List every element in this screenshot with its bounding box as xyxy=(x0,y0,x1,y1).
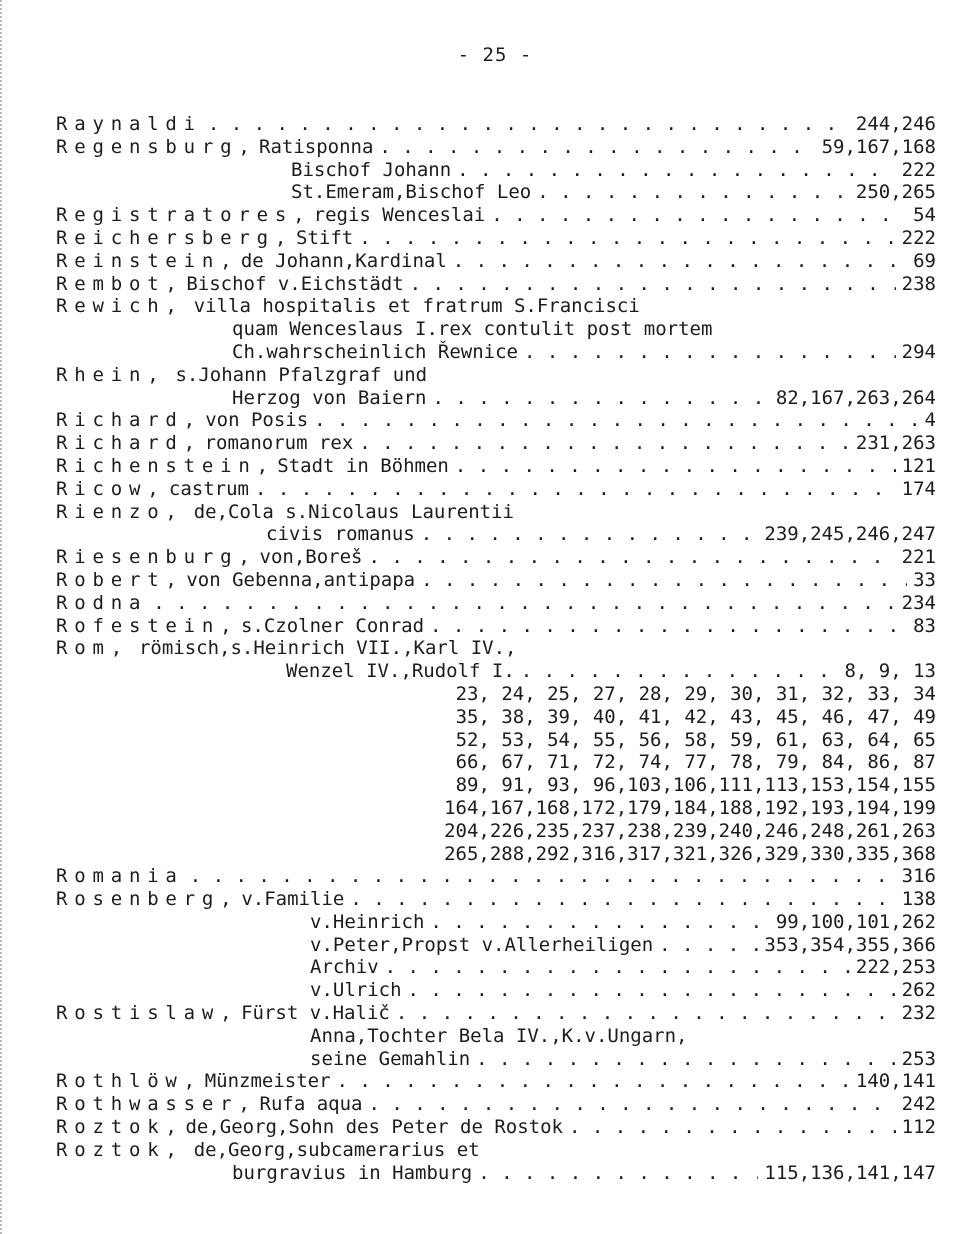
entry-text: Stadt in Böhmen xyxy=(277,454,449,477)
dot-leader xyxy=(350,888,895,911)
dot-leader xyxy=(421,523,759,546)
page-refs: 265,288,292,316,317,321,326,329,330,335,368 xyxy=(444,842,936,865)
dot-leader xyxy=(314,409,918,432)
page-refs: 222 xyxy=(901,158,936,181)
entry-head: Rostislaw, xyxy=(56,1002,239,1025)
page-refs: 221 xyxy=(901,546,936,569)
entry-head: Rothlöw, xyxy=(56,1070,202,1093)
entry-text: de,Georg,subcamerarius et xyxy=(193,1138,480,1161)
page-refs: 83 xyxy=(913,614,936,637)
page-refs: 250,265 xyxy=(855,181,936,204)
entry-line xyxy=(56,774,936,797)
page-refs: 54 xyxy=(913,204,936,227)
dot-leader xyxy=(476,1048,896,1071)
entry-line xyxy=(56,409,936,432)
page-refs: 242 xyxy=(901,1093,936,1116)
entry-text: v.Peter,Propst v.Allerheiligen xyxy=(310,933,654,956)
entry-line xyxy=(56,295,936,318)
entry-text: Rufa aqua xyxy=(259,1093,363,1116)
entry-text: Ch.wahrscheinlich Řewnice xyxy=(232,340,518,363)
page-refs: 59,167,168 xyxy=(821,135,936,158)
entry-line xyxy=(56,227,936,250)
entry-line xyxy=(56,1139,936,1162)
page-refs: 112 xyxy=(901,1116,936,1139)
entry-head: Rodna xyxy=(56,591,148,614)
entry-line xyxy=(56,1093,936,1116)
entry-head: Richard, xyxy=(56,409,202,432)
page-refs: 238 xyxy=(901,272,936,295)
entry-text: burgravius in Hamburg xyxy=(232,1161,473,1184)
entry-head: Rewich, xyxy=(56,295,184,318)
page-refs: 4 xyxy=(924,409,936,432)
entry-text: Anna,Tochter Bela IV.,K.v.Ungarn, xyxy=(310,1024,688,1047)
dot-leader xyxy=(453,250,907,273)
page-refs: 82,167,263,264 xyxy=(775,386,936,409)
dot-leader xyxy=(408,979,896,1002)
entry-head: Richard, xyxy=(56,432,202,455)
entry-text: v.Heinrich xyxy=(310,910,425,933)
entry-line xyxy=(56,387,936,410)
entry-line xyxy=(56,204,936,227)
entry-line xyxy=(56,478,936,501)
dot-leader xyxy=(255,478,896,501)
entry-text: Wenzel IV.,Rudolf I. xyxy=(286,660,515,683)
entry-line xyxy=(56,706,936,729)
dot-leader xyxy=(457,159,896,182)
page-refs: 35, 38, 39, 40, 41, 42, 43, 45, 46, 47, 49 xyxy=(455,705,936,728)
entry-line xyxy=(56,523,936,546)
entry-line xyxy=(56,250,936,273)
entry-text: von,Boreš xyxy=(259,546,363,569)
page-refs: 164,167,168,172,179,184,188,192,193,194,199 xyxy=(444,796,936,819)
page-refs: 174 xyxy=(901,477,936,500)
entry-text: regis Wenceslai xyxy=(313,204,486,227)
entry-line xyxy=(56,546,936,569)
page-refs: 353,354,355,366 xyxy=(764,933,936,956)
entry-line xyxy=(56,455,936,478)
dot-leader xyxy=(208,113,850,136)
entry-line xyxy=(56,273,936,296)
dot-leader xyxy=(359,432,850,455)
page-refs: 33 xyxy=(913,568,936,591)
page-refs: 294 xyxy=(901,340,936,363)
entry-head: Reinstein, xyxy=(56,249,239,272)
entry-text: Fürst v.Halič xyxy=(241,1002,390,1025)
page-refs: 232 xyxy=(901,1002,936,1025)
entry-head: Romania xyxy=(56,865,184,888)
entry-line xyxy=(56,729,936,752)
entry-line xyxy=(56,1002,936,1025)
entry-line xyxy=(56,501,936,524)
entry-line xyxy=(56,1025,936,1048)
page-refs: 140,141 xyxy=(855,1070,936,1093)
entry-line xyxy=(56,843,936,866)
entry-line xyxy=(56,660,936,683)
dot-leader xyxy=(521,660,839,683)
entry-text: Ratisponna xyxy=(259,135,374,158)
page-refs: 115,136,141,147 xyxy=(764,1161,936,1184)
entry-head: Regensburg, xyxy=(56,135,257,158)
entry-line xyxy=(56,615,936,638)
page-refs: 8, 9, 13 xyxy=(844,660,936,683)
entry-head: Reichersberg, xyxy=(56,226,294,249)
entry-line xyxy=(56,318,936,341)
page-refs: 234 xyxy=(901,591,936,614)
entry-head: Richenstein, xyxy=(56,454,275,477)
entry-text: de Johann,Kardinal xyxy=(240,249,447,272)
entry-line xyxy=(56,1048,936,1071)
entry-line xyxy=(56,136,936,159)
entry-head: Raynaldi xyxy=(56,113,202,135)
dot-leader xyxy=(190,865,896,888)
dot-leader xyxy=(379,136,815,159)
entry-text: s.Czolner Conrad xyxy=(240,614,425,637)
entry-head: Registratores, xyxy=(56,204,312,227)
entry-text: de,Georg,Sohn des Peter de Rostok xyxy=(185,1116,563,1139)
entry-text: v.Familie xyxy=(241,888,345,911)
dot-leader xyxy=(368,546,895,569)
entry-head: Rofestein, xyxy=(56,614,239,637)
entry-line xyxy=(56,797,936,820)
page-refs: 69 xyxy=(913,249,936,272)
entry-text: Bischof v.Eichstädt xyxy=(186,272,404,295)
dot-leader xyxy=(537,181,850,204)
dot-leader xyxy=(569,1116,896,1139)
entry-line xyxy=(56,865,936,888)
entry-text: quam Wenceslaus I.rex contulit post mortem xyxy=(232,318,713,341)
entry-line xyxy=(56,956,936,979)
dot-leader xyxy=(432,387,769,410)
entry-line xyxy=(56,1162,936,1185)
page-number: - 25 - xyxy=(457,44,533,66)
entry-head: Rom, xyxy=(56,637,129,660)
page-refs: 222 xyxy=(901,226,936,249)
page-refs: 222,253 xyxy=(855,956,936,979)
dot-leader xyxy=(421,569,907,592)
entry-line xyxy=(56,683,936,706)
entry-head: Robert, xyxy=(56,568,184,591)
entry-text: s.Johann Pfalzgraf und xyxy=(175,363,428,386)
entry-text: Stift xyxy=(296,226,354,249)
entry-line xyxy=(56,911,936,934)
dot-leader xyxy=(430,615,907,638)
page-refs: 66, 67, 71, 72, 74, 77, 78, 79, 84, 86, 87 xyxy=(455,751,936,774)
page-refs: 89, 91, 93, 96,103,106,111,113,153,154,155 xyxy=(455,774,936,797)
entry-head: Rembot, xyxy=(56,272,184,295)
page-refs: 99,100,101,262 xyxy=(775,910,936,933)
dot-leader xyxy=(478,1162,758,1185)
entry-text: castrum xyxy=(168,477,249,500)
entry-line xyxy=(56,341,936,364)
entry-head: Riesenburg, xyxy=(56,546,257,569)
dot-leader xyxy=(491,204,907,227)
entry-text: de,Cola s.Nicolaus Laurentii xyxy=(193,500,514,523)
entry-line xyxy=(56,1070,936,1093)
page-refs: 231,263 xyxy=(855,432,936,455)
entry-line xyxy=(56,888,936,911)
page-refs: 253 xyxy=(901,1047,936,1070)
entry-head: Ricow, xyxy=(56,477,166,500)
page-edge xyxy=(0,0,5,1234)
dot-leader xyxy=(368,1093,895,1116)
entry-text: v.Ulrich xyxy=(310,979,402,1002)
entry-head: Rothwasser, xyxy=(56,1093,257,1116)
entry-line xyxy=(56,159,936,182)
entry-text: von Gebenna,antipapa xyxy=(186,568,416,591)
entry-line xyxy=(56,820,936,843)
entry-line xyxy=(56,637,936,660)
entry-text: Archiv xyxy=(310,956,379,979)
dot-leader xyxy=(337,1070,850,1093)
entry-head: Roztok, xyxy=(56,1116,184,1139)
dot-leader xyxy=(455,455,896,478)
entry-line xyxy=(56,432,936,455)
entry-text: St.Emeram,Bischof Leo xyxy=(291,181,532,204)
dot-leader xyxy=(385,956,850,979)
entry-text: Bischof Johann xyxy=(291,158,452,181)
dot-leader xyxy=(410,273,896,296)
entry-text: civis romanus xyxy=(266,523,415,546)
entry-head: Roztok, xyxy=(56,1138,184,1161)
page-refs: 52, 53, 54, 55, 56, 58, 59, 61, 63, 64, 65 xyxy=(455,728,936,751)
entry-line xyxy=(56,979,936,1002)
entry-text: romanorum rex xyxy=(204,432,354,455)
entry-line xyxy=(56,751,936,774)
page-refs: 121 xyxy=(901,454,936,477)
entry-head: Rienzo, xyxy=(56,500,184,523)
dot-leader xyxy=(659,934,758,957)
page-refs: 239,245,246,247 xyxy=(764,523,936,546)
entry-text: Herzog von Baiern xyxy=(232,386,427,409)
dot-leader xyxy=(524,341,896,364)
entry-head: Rosenberg, xyxy=(56,888,239,911)
entry-text: villa hospitalis et fratrum S.Francisci xyxy=(193,295,640,318)
dot-leader xyxy=(430,911,769,934)
dot-leader xyxy=(153,592,895,615)
page-refs: 244,246 xyxy=(855,113,936,135)
entry-head: Rhein, xyxy=(56,363,166,386)
page-refs: 316 xyxy=(901,865,936,888)
entry-text: von Posis xyxy=(205,409,309,432)
register-entries xyxy=(56,113,936,1184)
page-refs: 23, 24, 25, 27, 28, 29, 30, 31, 32, 33, 34 xyxy=(455,682,936,705)
dot-leader xyxy=(359,227,895,250)
entry-line xyxy=(56,1116,936,1139)
page-refs: 262 xyxy=(901,979,936,1002)
entry-line xyxy=(56,569,936,592)
dot-leader xyxy=(396,1002,896,1025)
page-refs: 138 xyxy=(901,888,936,911)
entry-text: Münzmeister xyxy=(204,1070,331,1093)
page-refs: 204,226,235,237,238,239,240,246,248,261,263 xyxy=(444,819,936,842)
entry-line xyxy=(56,364,936,387)
entry-line xyxy=(56,113,936,136)
entry-text: seine Gemahlin xyxy=(310,1047,471,1070)
entry-line xyxy=(56,592,936,615)
entry-line xyxy=(56,181,936,204)
entry-line xyxy=(56,934,936,957)
entry-text: römisch,s.Heinrich VII.,Karl IV., xyxy=(138,637,517,660)
